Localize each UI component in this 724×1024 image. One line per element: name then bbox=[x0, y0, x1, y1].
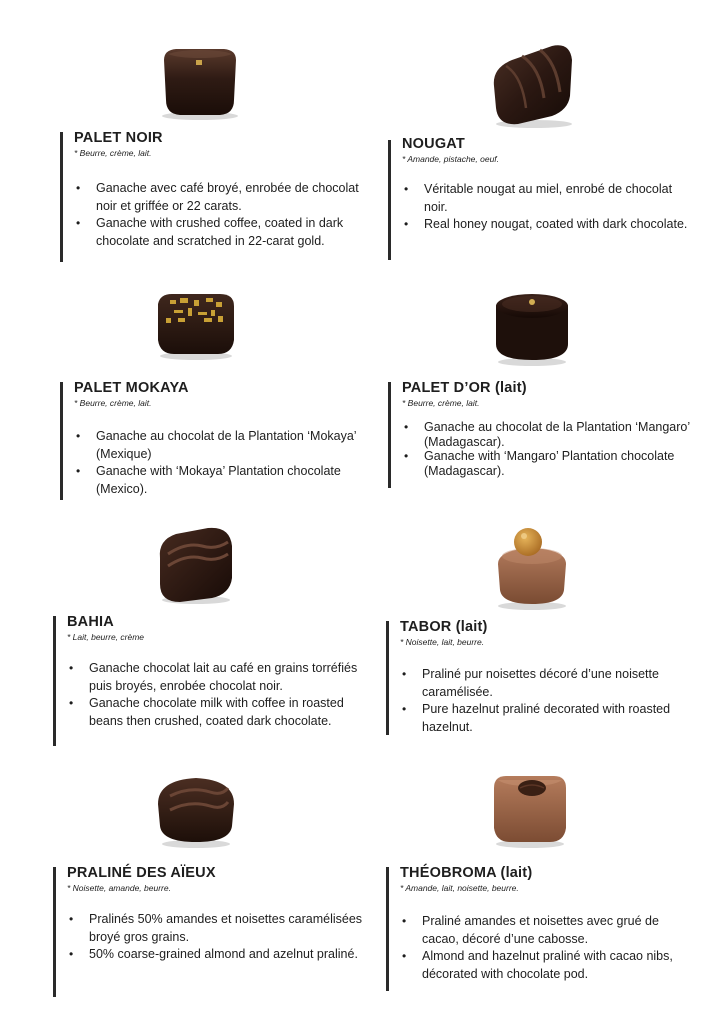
nougat-image bbox=[482, 38, 582, 130]
description-list bbox=[400, 666, 696, 736]
accent-bar bbox=[386, 867, 389, 991]
description-list bbox=[400, 913, 696, 983]
accent-bar bbox=[388, 140, 391, 260]
description-en: • Ganache chocolate milk with coffee in roasted beans then crushed, coated dark chocolate. bbox=[67, 695, 363, 730]
description-fr: • Ganache au chocolat de la Plantation ‘Mokaya’ (Mexique) bbox=[74, 428, 370, 463]
theobroma-image bbox=[484, 766, 576, 850]
palet-noir-image bbox=[150, 40, 250, 122]
palet-mokaya-image bbox=[148, 286, 244, 362]
ingredients-note: * Beurre, crème, lait. bbox=[74, 148, 152, 158]
chocolate-name: BAHIA bbox=[67, 614, 114, 630]
chocolate-item bbox=[386, 865, 696, 991]
chocolate-item bbox=[386, 619, 696, 735]
accent-bar bbox=[53, 616, 56, 746]
chocolate-item bbox=[60, 380, 370, 500]
chocolate-name: PALET MOKAYA bbox=[74, 380, 189, 396]
chocolate-name: PALET NOIR bbox=[74, 130, 163, 146]
bahia-image bbox=[150, 520, 240, 606]
accent-bar bbox=[386, 621, 389, 735]
ingredients-note: * Amande, lait, noisette, beurre. bbox=[400, 883, 519, 893]
description-en: • Almond and hazelnut praliné with cacao nibs, décorated with chocolate pod. bbox=[400, 948, 696, 983]
chocolate-name: THÉOBROMA (lait) bbox=[400, 865, 533, 881]
accent-bar bbox=[53, 867, 56, 997]
description-fr: • Ganache au chocolat de la Plantation ‘Mangaro’ (Madagascar). bbox=[402, 420, 698, 449]
ingredients-note: * Noisette, amande, beurre. bbox=[67, 883, 171, 893]
description-en: • 50% coarse-grained almond and azelnut praliné. bbox=[67, 946, 363, 964]
ingredients-note: * Noisette, lait, beurre. bbox=[400, 637, 485, 647]
description-fr: • Véritable nougat au miel, enrobé de chocolat noir. bbox=[402, 181, 698, 216]
description-fr: • Ganache avec café broyé, enrobée de chocolat noir et griffée or 22 carats. bbox=[74, 180, 370, 215]
ingredients-note: * Beurre, crème, lait. bbox=[74, 398, 152, 408]
chocolate-name: TABOR (lait) bbox=[400, 619, 488, 635]
tabor-image bbox=[484, 520, 580, 612]
description-list bbox=[74, 180, 370, 250]
description-fr: • Praliné pur noisettes décoré d’une noisette caramélisée. bbox=[400, 666, 696, 701]
accent-bar bbox=[60, 382, 63, 500]
description-list bbox=[67, 660, 363, 730]
chocolate-name: PRALINÉ DES AÏEUX bbox=[67, 865, 216, 881]
description-en: • Ganache with ‘Mokaya’ Plantation chocolate (Mexico). bbox=[74, 463, 370, 498]
chocolate-name: NOUGAT bbox=[402, 136, 465, 152]
ingredients-note: * Lait, beurre, crème bbox=[67, 632, 145, 642]
description-en: • Ganache with ‘Mangaro’ Plantation chocolate (Madagascar). bbox=[402, 449, 698, 478]
description-en: • Real honey nougat, coated with dark chocolate. bbox=[402, 216, 698, 234]
palet-dor-image bbox=[484, 286, 580, 368]
description-fr: • Pralinés 50% amandes et noisettes caramélisées broyé gros grains. bbox=[67, 911, 363, 946]
chocolate-item bbox=[53, 865, 363, 997]
description-list bbox=[402, 181, 698, 234]
description-fr: • Praliné amandes et noisettes avec grué de cacao, décoré d’une cabosse. bbox=[400, 913, 696, 948]
description-fr: • Ganache chocolat lait au café en grains torréfiés puis broyés, enrobée chocolat noir. bbox=[67, 660, 363, 695]
chocolate-item bbox=[388, 380, 698, 488]
chocolate-item bbox=[60, 130, 370, 262]
accent-bar bbox=[60, 132, 63, 262]
ingredients-note: * Beurre, crème, lait. bbox=[402, 398, 480, 408]
praline-des-aieux-image bbox=[150, 770, 242, 850]
description-en: • Pure hazelnut praliné decorated with roasted hazelnut. bbox=[400, 701, 696, 736]
chocolate-item bbox=[53, 614, 363, 746]
ingredients-note: * Amande, pistache, oeuf. bbox=[402, 154, 500, 164]
description-list bbox=[402, 420, 698, 478]
chocolate-item bbox=[388, 136, 698, 258]
description-list bbox=[74, 428, 370, 498]
accent-bar bbox=[388, 382, 391, 488]
description-en: • Ganache with crushed coffee, coated in dark chocolate and scratched in 22-carat gold. bbox=[74, 215, 370, 250]
description-list bbox=[67, 911, 363, 964]
chocolate-name: PALET D’OR (lait) bbox=[402, 380, 527, 396]
